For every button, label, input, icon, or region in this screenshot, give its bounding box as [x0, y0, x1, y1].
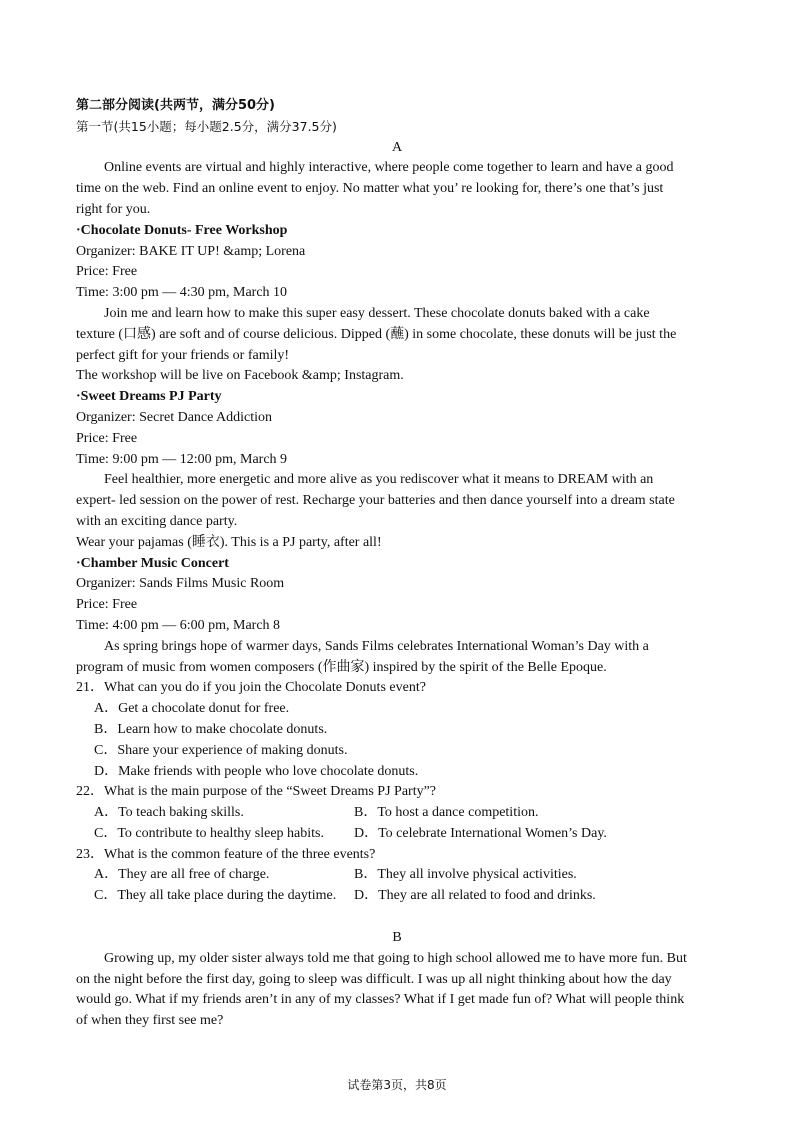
event-desc-line: perfect gift for your friends or family! — [76, 347, 290, 363]
passage-b-line: on the night before the first day, going to sleep was difficult. I was up all night thinking about how the day — [76, 971, 672, 987]
event-note: Wear your pajamas (睡衣). This is a PJ party, after all! — [76, 534, 382, 550]
event-time: Time: 4:00 pm — 6:00 pm, March 8 — [76, 617, 281, 633]
event-desc-line: Join me and learn how to make this super easy dessert. These chocolate donuts baked with a cake — [104, 305, 650, 321]
event-title: ·Chocolate Donuts- Free Workshop — [76, 222, 288, 238]
question-22 — [76, 782, 718, 844]
event-chamber-music — [76, 554, 718, 679]
event-price: Price: Free — [76, 597, 138, 613]
question-21 — [76, 678, 718, 782]
event-price: Price: Free — [76, 430, 138, 446]
option-b: B．They all involve physical activities. — [354, 867, 577, 883]
option-c: C．To contribute to healthy sleep habits. — [94, 825, 324, 841]
event-desc-line: As spring brings hope of warmer days, Sands Films celebrates International Woman’s Day with a — [104, 638, 649, 654]
option-d: D．Make friends with people who love chocolate donuts. — [94, 763, 419, 779]
option-d: D．To celebrate International Women’s Day. — [354, 825, 607, 841]
event-note: The workshop will be live on Facebook &amp; Instagram. — [76, 368, 404, 384]
question-23 — [76, 845, 718, 907]
option-d: D．They are all related to food and drinks. — [354, 888, 596, 904]
event-desc-line: Feel healthier, more energetic and more alive as you rediscover what it means to DREAM with an — [104, 472, 654, 488]
option-a: A．They are all free of charge. — [94, 867, 270, 883]
option-a: A．To teach baking skills. — [94, 805, 244, 821]
question-stem: 21．What can you do if you join the Chocolate Donuts event? — [76, 680, 426, 696]
option-row — [76, 886, 718, 907]
option-b: B．To host a dance competition. — [354, 805, 539, 821]
section-subtitle: 第一节(共15小题；每小题2.5分，满分37.5分) — [76, 118, 337, 134]
question-stem: 23．What is the common feature of the three events? — [76, 846, 376, 862]
event-desc-line: texture (口感) are soft and of course delicious. Dipped (蘸) in some chocolate, these donuts will be just the — [76, 326, 677, 342]
event-desc-line: expert- led session on the power of rest. Recharge your batteries and then dance yourself into a dream state — [76, 493, 675, 509]
event-organizer: Organizer: BAKE IT UP! &amp; Lorena — [76, 243, 306, 259]
event-sweet-dreams — [76, 387, 718, 553]
event-chocolate-donuts — [76, 221, 718, 387]
intro-line: Online events are virtual and highly interactive, where people come together to learn and have a good — [104, 160, 674, 176]
spacer — [76, 907, 718, 928]
event-title: ·Chamber Music Concert — [76, 555, 229, 571]
event-time: Time: 9:00 pm — 12:00 pm, March 9 — [76, 451, 288, 467]
passage-b-label: B — [392, 930, 402, 946]
option-c: C．They all take place during the daytime. — [94, 888, 337, 904]
event-time: Time: 3:00 pm — 4:30 pm, March 10 — [76, 285, 288, 301]
event-organizer: Organizer: Sands Films Music Room — [76, 576, 285, 592]
passage-b-line: would go. What if my friends aren’t in any of my classes? What if I get made fun of? What will people think — [76, 992, 685, 1008]
question-stem: 22．What is the main purpose of the “Sweet Dreams PJ Party”? — [76, 784, 437, 800]
event-organizer: Organizer: Secret Dance Addiction — [76, 409, 273, 425]
option-c: C．Share your experience of making donuts. — [94, 742, 348, 758]
passage-a-label: A — [391, 139, 403, 155]
intro-line: right for you. — [76, 201, 151, 217]
passage-b-line: of when they first see me? — [76, 1013, 224, 1029]
option-a: A．Get a chocolate donut for free. — [94, 701, 290, 717]
option-b: B．Learn how to make chocolate donuts. — [94, 721, 328, 737]
event-desc-line: program of music from women composers (作曲家) inspired by the spirit of the Belle Epoque. — [76, 659, 607, 675]
passage-b-line: Growing up, my older sister always told me that going to high school allowed me to have more fun. But — [104, 950, 687, 966]
event-title: ·Sweet Dreams PJ Party — [76, 389, 222, 405]
intro-line: time on the web. Find an online event to enjoy. No matter what you’ re looking for, there’s one that’s just — [76, 181, 664, 197]
option-row — [76, 803, 718, 824]
event-desc-line: with an exciting dance party. — [76, 513, 238, 529]
option-row — [76, 865, 718, 886]
option-row — [76, 824, 718, 845]
page-footer: 试卷第3页，共8页 — [347, 1078, 447, 1092]
section-title: 第二部分阅读(共两节，满分50分) — [76, 98, 275, 113]
event-price: Price: Free — [76, 264, 138, 280]
